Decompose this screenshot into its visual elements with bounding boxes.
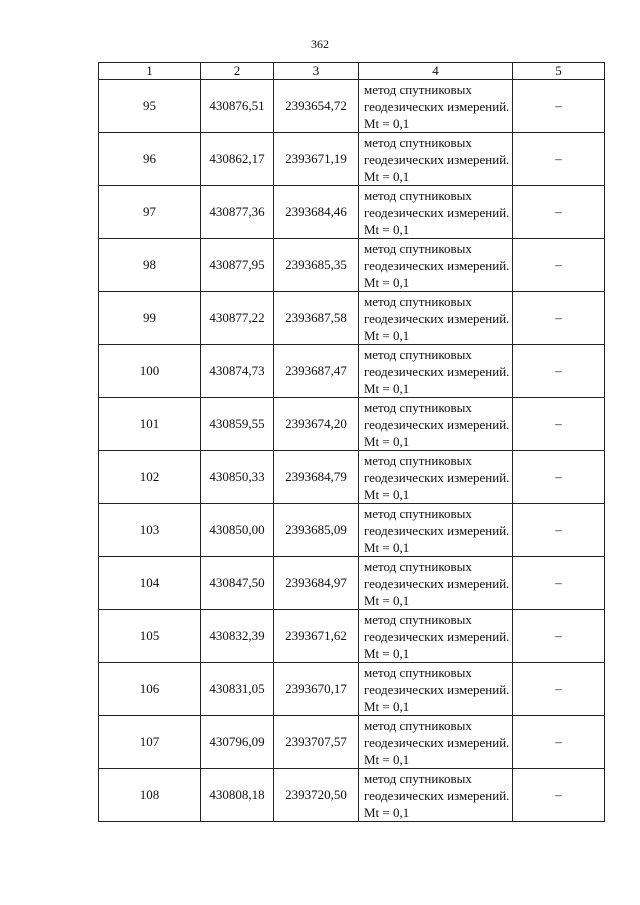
x-coordinate-cell: 430832,39	[201, 610, 274, 663]
point-number-cell: 95	[99, 80, 201, 133]
y-coordinate-cell: 2393707,57	[274, 716, 359, 769]
point-number-cell: 101	[99, 398, 201, 451]
method-cell: метод спутниковых геодезических измерений. Mt = 0,1	[359, 133, 513, 186]
method-cell: метод спутниковых геодезических измерений. Mt = 0,1	[359, 769, 513, 822]
table-body	[99, 80, 605, 822]
y-coordinate-cell: 2393671,19	[274, 133, 359, 186]
header-col-5: 5	[513, 63, 605, 80]
y-coordinate-cell: 2393720,50	[274, 769, 359, 822]
table-row	[99, 557, 605, 610]
note-cell: –	[513, 451, 605, 504]
y-coordinate-cell: 2393674,20	[274, 398, 359, 451]
point-number-cell: 99	[99, 292, 201, 345]
method-cell: метод спутниковых геодезических измерений. Mt = 0,1	[359, 239, 513, 292]
table-row	[99, 663, 605, 716]
point-number-cell: 104	[99, 557, 201, 610]
x-coordinate-cell: 430862,17	[201, 133, 274, 186]
y-coordinate-cell: 2393671,62	[274, 610, 359, 663]
table-row	[99, 80, 605, 133]
point-number-cell: 108	[99, 769, 201, 822]
note-cell: –	[513, 345, 605, 398]
coordinates-table	[98, 62, 605, 822]
point-number-cell: 105	[99, 610, 201, 663]
note-cell: –	[513, 769, 605, 822]
y-coordinate-cell: 2393670,17	[274, 663, 359, 716]
x-coordinate-cell: 430847,50	[201, 557, 274, 610]
note-cell: –	[513, 557, 605, 610]
table-row	[99, 398, 605, 451]
y-coordinate-cell: 2393684,46	[274, 186, 359, 239]
x-coordinate-cell: 430877,95	[201, 239, 274, 292]
method-cell: метод спутниковых геодезических измерений. Mt = 0,1	[359, 451, 513, 504]
y-coordinate-cell: 2393684,79	[274, 451, 359, 504]
note-cell: –	[513, 716, 605, 769]
method-cell: метод спутниковых геодезических измерений. Mt = 0,1	[359, 398, 513, 451]
header-col-2: 2	[201, 63, 274, 80]
page-number: 362	[311, 37, 329, 51]
point-number-cell: 107	[99, 716, 201, 769]
point-number-cell: 100	[99, 345, 201, 398]
note-cell: –	[513, 663, 605, 716]
x-coordinate-cell: 430796,09	[201, 716, 274, 769]
note-cell: –	[513, 186, 605, 239]
note-cell: –	[513, 504, 605, 557]
table-row	[99, 769, 605, 822]
method-cell: метод спутниковых геодезических измерений. Mt = 0,1	[359, 292, 513, 345]
x-coordinate-cell: 430877,22	[201, 292, 274, 345]
y-coordinate-cell: 2393684,97	[274, 557, 359, 610]
point-number-cell: 102	[99, 451, 201, 504]
table-row	[99, 239, 605, 292]
x-coordinate-cell: 430808,18	[201, 769, 274, 822]
method-cell: метод спутниковых геодезических измерений. Mt = 0,1	[359, 557, 513, 610]
x-coordinate-cell: 430850,33	[201, 451, 274, 504]
table-row	[99, 610, 605, 663]
point-number-cell: 97	[99, 186, 201, 239]
method-cell: метод спутниковых геодезических измерений. Mt = 0,1	[359, 610, 513, 663]
method-cell: метод спутниковых геодезических измерений. Mt = 0,1	[359, 345, 513, 398]
note-cell: –	[513, 610, 605, 663]
x-coordinate-cell: 430850,00	[201, 504, 274, 557]
note-cell: –	[513, 292, 605, 345]
table-row	[99, 451, 605, 504]
table-row	[99, 133, 605, 186]
method-cell: метод спутниковых геодезических измерений. Mt = 0,1	[359, 80, 513, 133]
table-row	[99, 292, 605, 345]
table-row	[99, 716, 605, 769]
table-header-row	[99, 63, 605, 80]
x-coordinate-cell: 430876,51	[201, 80, 274, 133]
y-coordinate-cell: 2393687,58	[274, 292, 359, 345]
header-col-3: 3	[274, 63, 359, 80]
header-col-1: 1	[99, 63, 201, 80]
point-number-cell: 106	[99, 663, 201, 716]
note-cell: –	[513, 398, 605, 451]
x-coordinate-cell: 430859,55	[201, 398, 274, 451]
method-cell: метод спутниковых геодезических измерений. Mt = 0,1	[359, 186, 513, 239]
method-cell: метод спутниковых геодезических измерений. Mt = 0,1	[359, 504, 513, 557]
point-number-cell: 96	[99, 133, 201, 186]
point-number-cell: 103	[99, 504, 201, 557]
x-coordinate-cell: 430874,73	[201, 345, 274, 398]
header-col-4: 4	[359, 63, 513, 80]
method-cell: метод спутниковых геодезических измерений. Mt = 0,1	[359, 663, 513, 716]
table-row	[99, 186, 605, 239]
method-cell: метод спутниковых геодезических измерений. Mt = 0,1	[359, 716, 513, 769]
note-cell: –	[513, 239, 605, 292]
note-cell: –	[513, 80, 605, 133]
y-coordinate-cell: 2393687,47	[274, 345, 359, 398]
x-coordinate-cell: 430831,05	[201, 663, 274, 716]
x-coordinate-cell: 430877,36	[201, 186, 274, 239]
note-cell: –	[513, 133, 605, 186]
y-coordinate-cell: 2393685,35	[274, 239, 359, 292]
y-coordinate-cell: 2393654,72	[274, 80, 359, 133]
y-coordinate-cell: 2393685,09	[274, 504, 359, 557]
table-row	[99, 504, 605, 557]
point-number-cell: 98	[99, 239, 201, 292]
table-row	[99, 345, 605, 398]
